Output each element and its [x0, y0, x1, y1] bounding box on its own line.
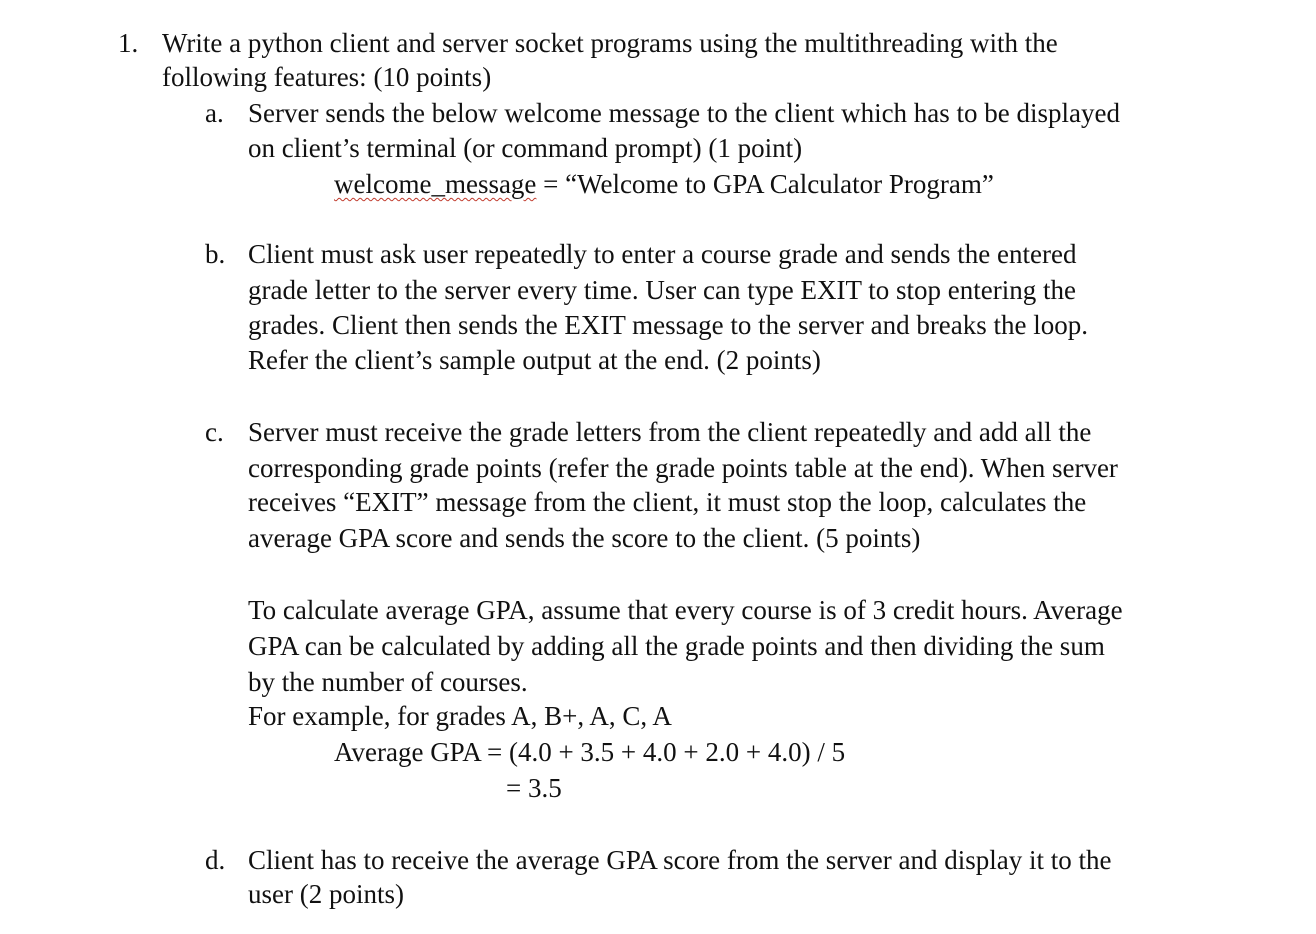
- item-a-marker: a.: [205, 98, 224, 128]
- item-c-line-2: corresponding grade points (refer the grade points table at the end). When server: [248, 453, 1118, 483]
- item-b-line-3: grades. Client then sends the EXIT message to the server and breaks the loop.: [248, 310, 1089, 340]
- item-c-line-4: average GPA score and sends the score to the client. (5 points): [248, 523, 921, 553]
- question-number: 1.: [118, 28, 139, 58]
- welcome-message-value: = “Welcome to GPA Calculator Program”: [536, 169, 994, 199]
- calc-line-2: GPA can be calculated by adding all the grade points and then dividing the sum: [248, 631, 1105, 661]
- item-b-line-4: Refer the client’s sample output at the end. (2 points): [248, 345, 821, 375]
- gpa-formula: Average GPA = (4.0 + 3.5 + 4.0 + 2.0 + 4.0) / 5: [334, 737, 846, 767]
- item-b-line-2: grade letter to the server every time. User can type EXIT to stop entering the: [248, 275, 1076, 305]
- welcome-message-code: [334, 167, 994, 201]
- item-d-line-1: Client has to receive the average GPA score from the server and display it to the: [248, 845, 1112, 875]
- welcome-message-variable: welcome_message: [334, 169, 537, 199]
- calc-line-4: For example, for grades A, B+, A, C, A: [248, 701, 672, 731]
- item-b-line-1: Client must ask user repeatedly to enter a course grade and sends the entered: [248, 239, 1077, 269]
- calc-line-1: To calculate average GPA, assume that every course is of 3 credit hours. Average: [248, 595, 1123, 625]
- calc-line-3: by the number of courses.: [248, 667, 528, 697]
- item-c-line-1: Server must receive the grade letters from the client repeatedly and add all the: [248, 417, 1092, 447]
- item-c-marker: c.: [205, 417, 224, 447]
- gpa-result: = 3.5: [506, 773, 562, 803]
- item-a-line-1: Server sends the below welcome message to the client which has to be displayed: [248, 98, 1121, 128]
- item-c-line-3: receives “EXIT” message from the client, it must stop the loop, calculates the: [248, 487, 1087, 517]
- item-d-marker: d.: [205, 845, 226, 875]
- question-line-2: following features: (10 points): [162, 62, 492, 92]
- item-b-marker: b.: [205, 239, 226, 269]
- item-a-line-2: on client’s terminal (or command prompt) (1 point): [248, 133, 803, 163]
- question-line-1: Write a python client and server socket programs using the multithreading with the: [162, 28, 1058, 58]
- item-d-line-2: user (2 points): [248, 879, 404, 909]
